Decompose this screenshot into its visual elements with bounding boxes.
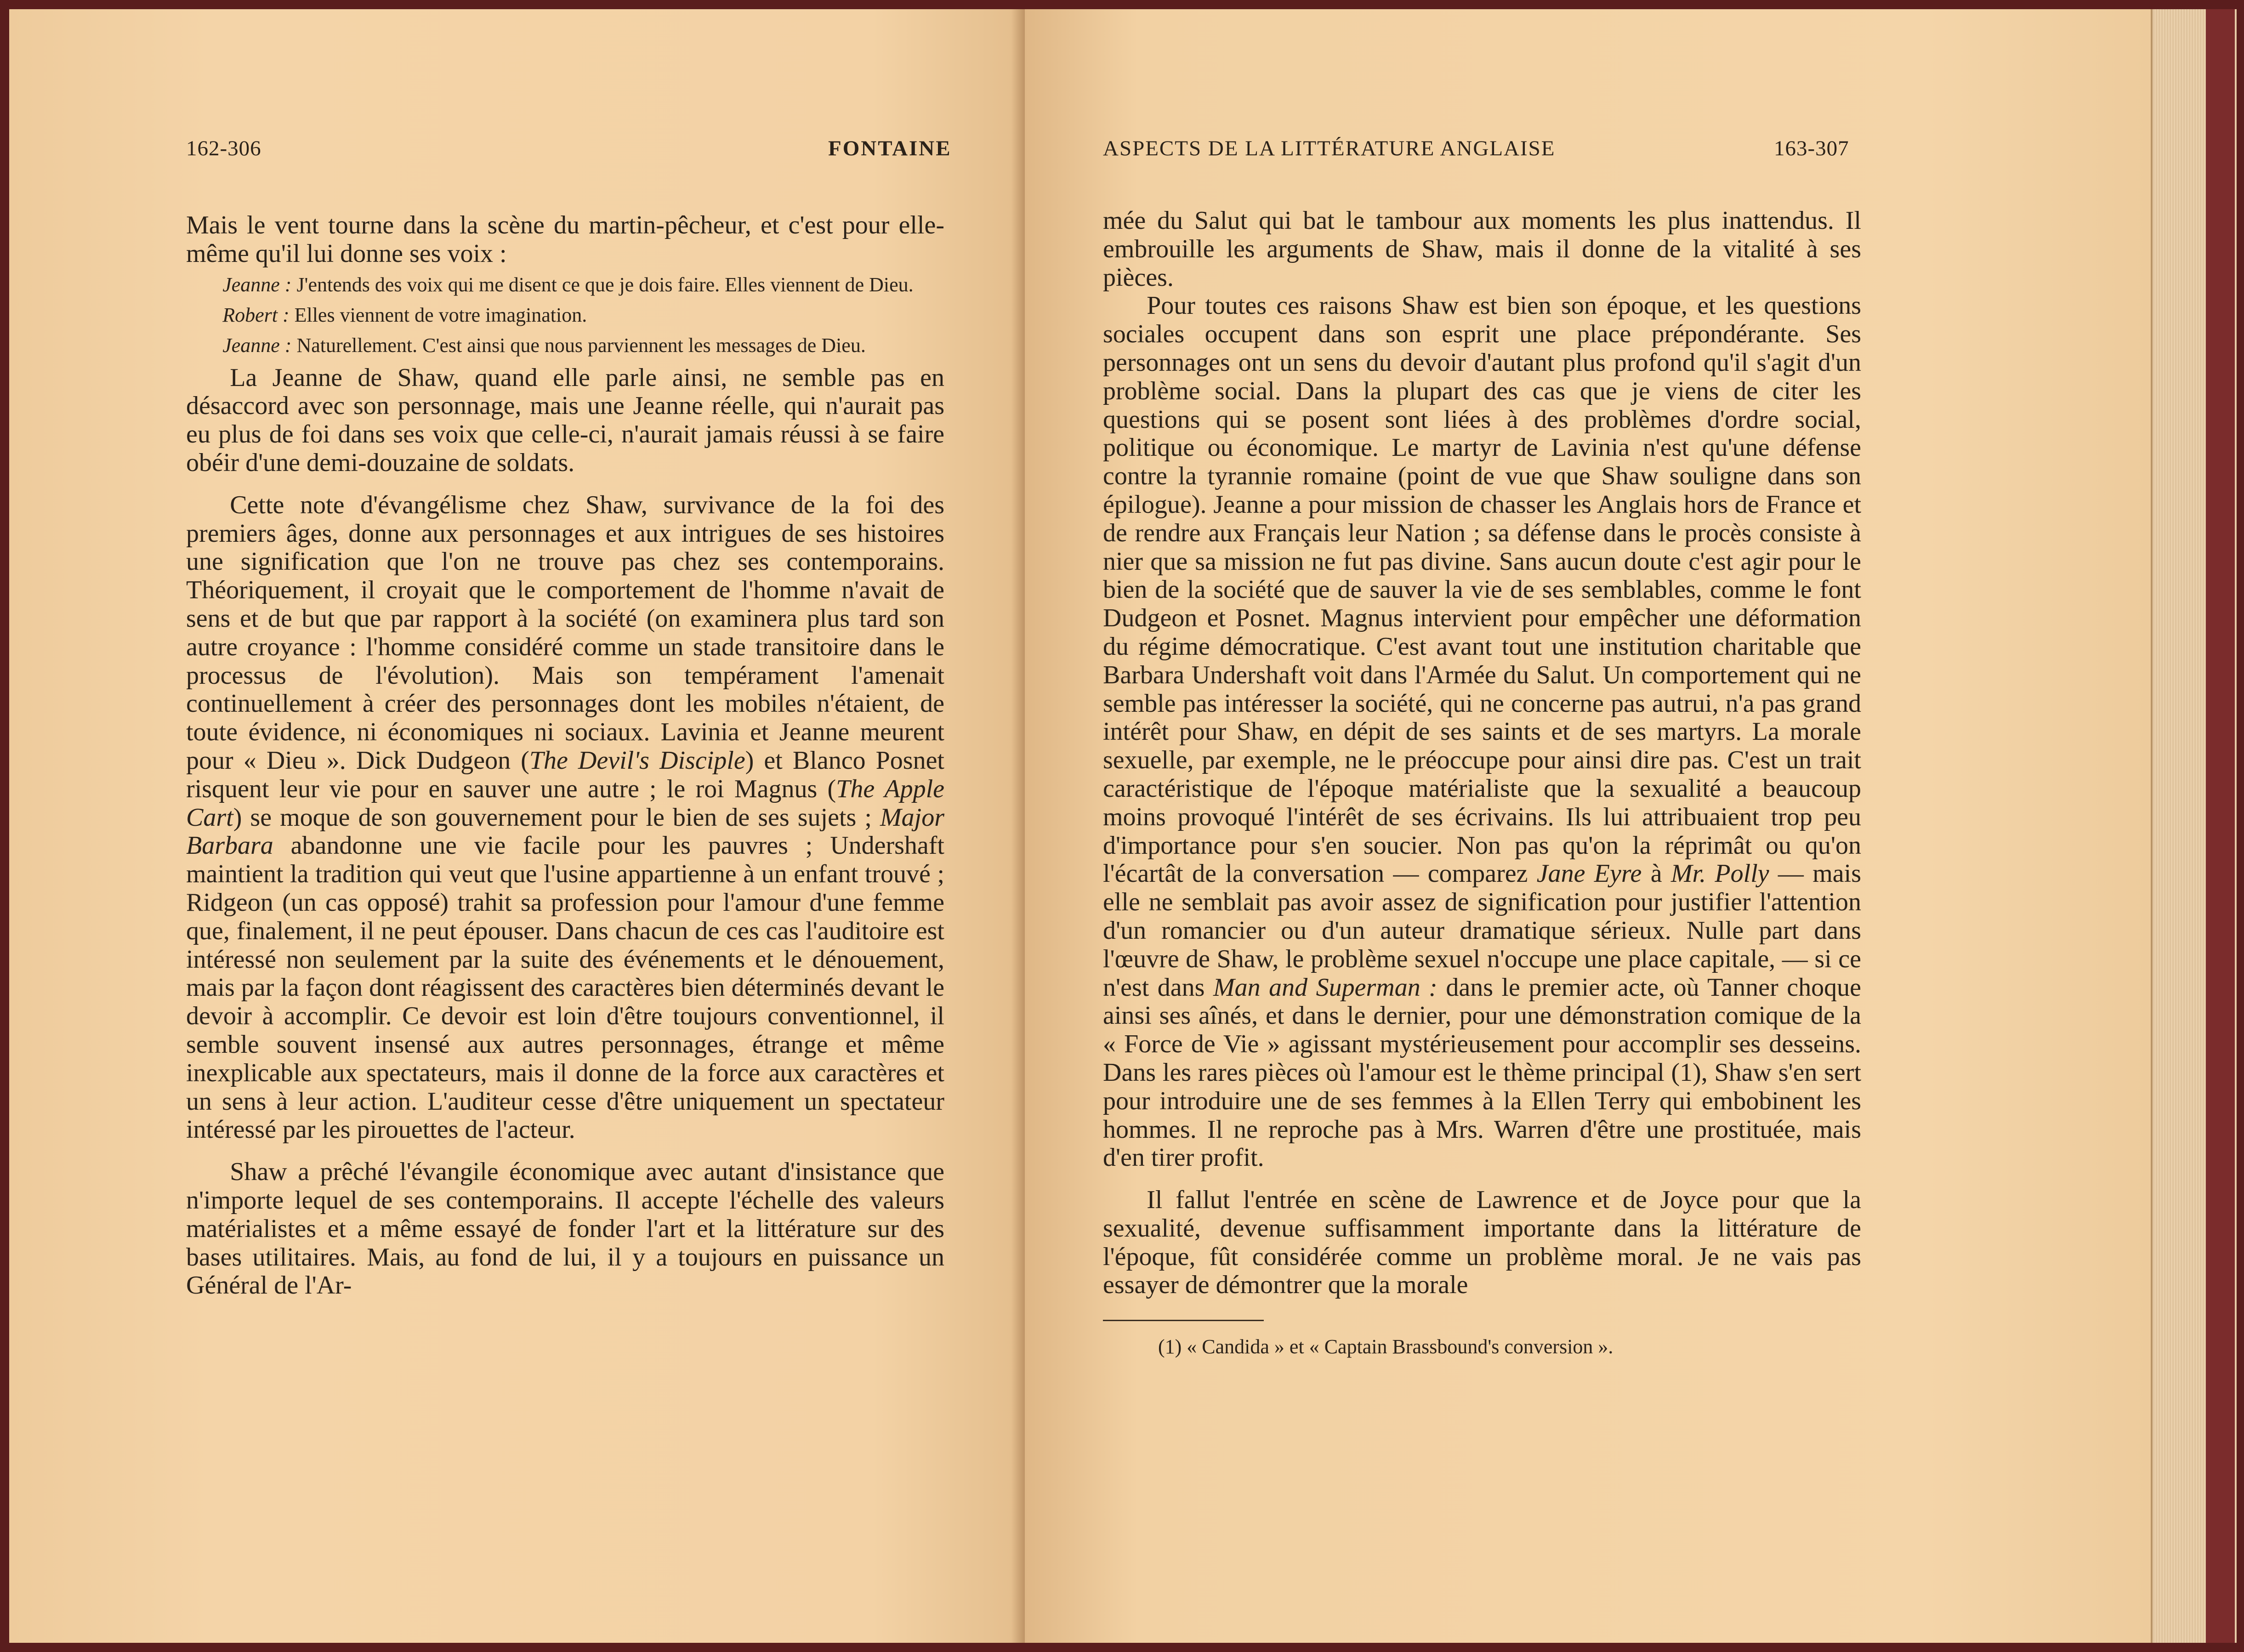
paragraph: Shaw a prêché l'évangile économique avec autant d'insistance que n'importe lequel de ses contemporains. Il accepte l'échelle des valeurs matérialistes et a même essayé de fonder l'art et la littérature sur des bases utilitaires. Mais, au fond de lui, il y a toujours en puissance un Général de l'Ar- xyxy=(186,1158,944,1300)
book-cover-edge xyxy=(2206,9,2235,1643)
title-italic: Man and Superman : xyxy=(1213,973,1437,1002)
footnote: (1) « Candida » et « Captain Brassbound's conversion ». xyxy=(1158,1335,1613,1358)
right-page xyxy=(1025,9,2151,1643)
dialogue-quote xyxy=(186,273,944,358)
paragraph: Pour toutes ces raisons Shaw est bien son époque, et les questions sociales occupent dans son esprit une place prépondérante. Ses personnages ont un sens du devoir d'autant plus profond qu'il s'agit d'un problème social. Dans la plupart des cas que je viens de citer les questions qui se posent sont liées à des problèmes d'ordre social, politique ou économique. Le martyr de Lavinia n'est qu'une défense contre la tyrannie romaine (point de vue que Shaw souligne dans son épilogue). Jeanne a pour mission de chasser les Anglais hors de France et de rendre aux Français leur Nation ; sa défense dans le procès consiste à nier que sa mission ne fut pas divine. Sans aucun doute c'est agir pour le bien de la société que de sauver la vie de ses semblables, comme le font Dudgeon et Posnet. Magnus intervient pour empêcher une déformation du régime démocratique. C'est avant tout une institution charitable que Barbara Undershaft voit dans l'Armée du Salut. Un comportement qui ne semble pas intéresser la société, qui ne concerne pas autrui, n'a pas grand intérêt pour Shaw, en dépit de ses saints et de ses martyrs. La morale sexuelle, par exemple, ne le préoccupe pour ainsi dire pas. C'est un trait caractéristique de l'époque matérialiste que la sexualité a beaucoup moins provoqué l'intérêt de ses écrivains. Ils lui attribuaient trop peu d'importance pour s'en soucier. Non pas qu'on la réprimât ou qu'on l'écartât de la conversation — comparez Jane Eyre à Mr. Polly — mais elle ne semblait pas avoir assez de signification pour justifier l'attention d'un romancier ou d'un auteur dramatique sérieux. Nulle part dans l'œuvre de Shaw, le problème sexuel n'occupe une place capitale, — si ce n'est dans Man and Superman : dans le premier acte, où Tanner choque ainsi ses aînés, et dans le dernier, pour une démonstration comique de la « Force de Vie » agissant mystérieusement pour accomplir ses desseins. Dans les rares pièces où l'amour est le thème principal (1), Shaw s'en sert pour introduire une de ses femmes à la Ellen Terry qui embobinent les hommes. Il ne reproche pas à Mrs. Warren d'être une prostituée, mais d'en tirer profit. xyxy=(1103,291,1862,1172)
right-running-head: ASPECTS DE LA LITTÉRATURE ANGLAISE xyxy=(1103,136,1556,160)
quote-text: J'entends des voix qui me disent ce que je dois faire. Elles viennent de Dieu. xyxy=(291,273,914,296)
quote-line xyxy=(186,273,944,297)
paragraph: Il fallut l'entrée en scène de Lawrence et de Joyce pour que la sexualité, devenue suffisamment importante dans la littérature de l'époque, fût considérée comme un problème moral. Je ne vais pas essayer de démontrer que la morale xyxy=(1103,1186,1861,1300)
left-text-column xyxy=(186,211,944,1300)
left-page-number: 162-306 xyxy=(186,136,261,160)
paragraph: mée du Salut qui bat le tambour aux moments les plus inattendus. Il embrouille les arguments de Shaw, mais il donne de la vitalité à ses pièces. xyxy=(1103,206,1861,292)
right-page-number: 163-307 xyxy=(1774,136,1849,160)
right-text-column xyxy=(1103,207,1861,1359)
title-italic: Mr. Polly xyxy=(1670,859,1769,888)
paragraph: Mais le vent tourne dans la scène du martin-pêcheur, et c'est pour elle-même qu'il lui donne ses voix : xyxy=(186,211,944,268)
paragraph: La Jeanne de Shaw, quand elle parle ainsi, ne semble pas en désaccord avec son personnage, mais une Jeanne réelle, qui n'aurait pas eu plus de foi dans ses voix que celle-ci, n'aurait jamais réussi à se faire obéir d'une demi-douzaine de soldats. xyxy=(186,363,944,477)
left-running-head: FONTAINE xyxy=(828,136,952,160)
footnote-rule xyxy=(1103,1320,1264,1321)
quote-text: Elles viennent de votre imagination. xyxy=(289,303,587,326)
speaker: Jeanne : xyxy=(222,273,292,296)
quote-text: Naturellement. C'est ainsi que nous parviennent les messages de Dieu. xyxy=(291,334,866,357)
speaker: Robert : xyxy=(222,303,290,326)
title-italic: The Apple Cart xyxy=(186,774,944,832)
title-italic: Major Barbara xyxy=(186,803,944,860)
left-page xyxy=(9,9,1025,1643)
speaker: Jeanne : xyxy=(222,334,292,357)
title-italic: Jane Eyre xyxy=(1536,859,1642,888)
title-italic: The Devil's Disciple xyxy=(529,746,745,775)
quote-line xyxy=(186,334,944,358)
paragraph: Cette note d'évangélisme chez Shaw, survivance de la foi des premiers âges, donne aux personnages et aux intrigues de ses histoires une signification que l'on ne trouve pas chez ses contemporains. Théoriquement, il croyait que le comportement de l'homme n'avait de sens et de but que par rapport à la société (on examinera plus tard son autre croyance : l'homme considéré comme un stade transitoire dans le processus de l'évolution). Mais son tempérament l'amenait continuellement à créer des personnages dont les mobiles n'étaient, de toute évidence, ni économiques ni sociaux. Lavinia et Jeanne meurent pour « Dieu ». Dick Dudgeon (The Devil's Disciple) et Blanco Posnet risquent leur vie pour en sauver une autre ; le roi Magnus (The Apple Cart) se moque de son gouvernement pour le bien de ses sujets ; Major Barbara abandonne une vie facile pour les pauvres ; Undershaft maintient la tradition qui veut que l'usine appartienne à un enfant trouvé ; Ridgeon (un cas opposé) trahit sa profession pour l'amour d'une femme que, finalement, il ne peut épouser. Dans chacun de ces cas l'auditoire est intéressé non seulement par la suite des événements et le dénouement, mais par la façon dont réagissent des caractères bien déterminés devant le devoir à accomplir. Ce devoir est loin d'être toujours conventionnel, il semble souvent insensé aux autres personnages, étrange et même inexplicable aux spectateurs, mais il donne de la force aux caractères et un sens à leur action. L'auditeur cesse d'être uniquement un spectateur intéressé par les pirouettes de l'acteur. xyxy=(186,490,944,1144)
quote-line xyxy=(186,303,944,327)
